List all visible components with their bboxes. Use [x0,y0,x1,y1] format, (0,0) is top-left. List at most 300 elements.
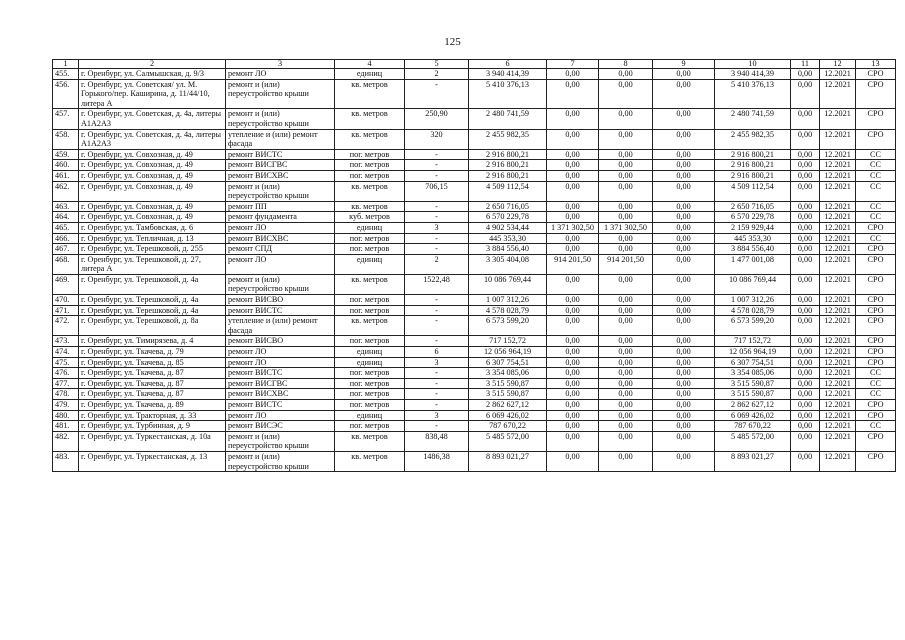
other-cost-cell: 0,00 [791,431,820,451]
regional-cost-cell: 2 650 716,05 [715,201,791,212]
work-type-cell: ремонт ВИСЭС [226,421,335,432]
unit-cell: кв. метров [335,109,405,129]
deadline-cell: 12.2021 [820,378,856,389]
row-number-cell: 469. [53,274,79,294]
unit-cell: пог. метров [335,305,405,316]
budget-cost-cell: 0,00 [653,305,715,316]
row-number-cell: 467. [53,244,79,255]
table-row [53,129,896,149]
table-row [53,378,896,389]
unit-cell: пог. метров [335,389,405,400]
budget-cost-cell: 0,00 [653,336,715,347]
unit-cell: пог. метров [335,295,405,306]
row-number-cell: 460. [53,160,79,171]
other-cost-cell: 0,00 [791,222,820,233]
table-row [53,160,896,171]
owner-cost-cell: 0,00 [599,295,653,306]
table-row [53,244,896,255]
regional-cost-cell: 3 354 085,06 [715,368,791,379]
budget-cost-cell: 0,00 [653,222,715,233]
owner-cost-cell: 0,00 [599,233,653,244]
fund-cost-cell: 0,00 [547,389,599,400]
method-cell: СРО [856,336,896,347]
table-row [53,316,896,336]
regional-cost-cell: 1 477 001,08 [715,254,791,274]
unit-cell: пог. метров [335,160,405,171]
budget-cost-cell: 0,00 [653,410,715,421]
row-number-cell: 455. [53,69,79,80]
volume-cell: - [405,244,469,255]
other-cost-cell: 0,00 [791,274,820,294]
regional-cost-cell: 5 410 376,13 [715,79,791,109]
work-type-cell: ремонт ВИСХВС [226,389,335,400]
deadline-cell: 12.2021 [820,212,856,223]
column-number-row [53,60,896,69]
method-cell: СРО [856,69,896,80]
row-number-cell: 470. [53,295,79,306]
unit-cell: пог. метров [335,368,405,379]
table-row [53,109,896,129]
volume-cell: 320 [405,129,469,149]
column-header: 7 [547,60,599,69]
table-row [53,400,896,411]
work-type-cell: ремонт ЛО [226,357,335,368]
row-number-cell: 471. [53,305,79,316]
fund-cost-cell: 0,00 [547,69,599,80]
budget-cost-cell: 0,00 [653,170,715,181]
volume-cell: - [405,160,469,171]
address-cell: г. Оренбург, ул. Совхозная, д. 49 [79,181,226,201]
total-cost-cell: 2 480 741,59 [469,109,547,129]
table-row [53,254,896,274]
total-cost-cell: 2 916 800,21 [469,170,547,181]
method-cell: СС [856,233,896,244]
column-header: 9 [653,60,715,69]
work-type-cell: ремонт фундамента [226,212,335,223]
volume-cell: 3 [405,410,469,421]
owner-cost-cell: 0,00 [599,378,653,389]
fund-cost-cell: 0,00 [547,129,599,149]
owner-cost-cell: 0,00 [599,451,653,471]
volume-cell: 1522,48 [405,274,469,294]
budget-cost-cell: 0,00 [653,233,715,244]
volume-cell: 1486,38 [405,451,469,471]
column-header: 12 [820,60,856,69]
row-number-cell: 472. [53,316,79,336]
method-cell: СРО [856,222,896,233]
method-cell: СРО [856,410,896,421]
fund-cost-cell: 0,00 [547,212,599,223]
deadline-cell: 12.2021 [820,389,856,400]
other-cost-cell: 0,00 [791,421,820,432]
column-header: 1 [53,60,79,69]
deadline-cell: 12.2021 [820,431,856,451]
owner-cost-cell: 914 201,50 [599,254,653,274]
fund-cost-cell: 914 201,50 [547,254,599,274]
method-cell: СС [856,378,896,389]
owner-cost-cell: 0,00 [599,357,653,368]
regional-cost-cell: 1 007 312,26 [715,295,791,306]
regional-cost-cell: 787 670,22 [715,421,791,432]
volume-cell: 250,90 [405,109,469,129]
deadline-cell: 12.2021 [820,79,856,109]
address-cell: г. Оренбург, ул. Совхозная, д. 49 [79,170,226,181]
other-cost-cell: 0,00 [791,212,820,223]
total-cost-cell: 4 578 028,79 [469,305,547,316]
other-cost-cell: 0,00 [791,181,820,201]
row-number-cell: 456. [53,79,79,109]
unit-cell: единиц [335,357,405,368]
budget-cost-cell: 0,00 [653,400,715,411]
row-number-cell: 465. [53,222,79,233]
unit-cell: пог. метров [335,400,405,411]
work-type-cell: ремонт ЛО [226,69,335,80]
capital-repair-registry-table [52,59,896,472]
total-cost-cell: 5 410 376,13 [469,79,547,109]
other-cost-cell: 0,00 [791,400,820,411]
budget-cost-cell: 0,00 [653,160,715,171]
total-cost-cell: 2 916 800,21 [469,160,547,171]
budget-cost-cell: 0,00 [653,421,715,432]
fund-cost-cell: 0,00 [547,451,599,471]
total-cost-cell: 3 515 590,87 [469,378,547,389]
unit-cell: кв. метров [335,129,405,149]
volume-cell: - [405,170,469,181]
table-row [53,357,896,368]
table-row [53,421,896,432]
regional-cost-cell: 6 307 754,51 [715,357,791,368]
budget-cost-cell: 0,00 [653,109,715,129]
volume-cell: - [405,305,469,316]
unit-cell: пог. метров [335,421,405,432]
deadline-cell: 12.2021 [820,295,856,306]
owner-cost-cell: 0,00 [599,347,653,358]
work-type-cell: ремонт и (или) переустройство крыши [226,79,335,109]
address-cell: г. Оренбург, ул. Ткачева, д. 85 [79,357,226,368]
unit-cell: пог. метров [335,170,405,181]
work-type-cell: ремонт и (или) переустройство крыши [226,451,335,471]
method-cell: СС [856,421,896,432]
method-cell: СС [856,149,896,160]
table-row [53,295,896,306]
owner-cost-cell: 0,00 [599,170,653,181]
budget-cost-cell: 0,00 [653,254,715,274]
regional-cost-cell: 8 893 021,27 [715,451,791,471]
budget-cost-cell: 0,00 [653,316,715,336]
method-cell: СС [856,212,896,223]
method-cell: СРО [856,129,896,149]
table-row [53,201,896,212]
address-cell: г. Оренбург, ул. Терешковой, д. 27, литера А [79,254,226,274]
deadline-cell: 12.2021 [820,357,856,368]
address-cell: г. Оренбург, ул. Совхозная, д. 49 [79,149,226,160]
method-cell: СРО [856,79,896,109]
address-cell: г. Оренбург, ул. Советская/ ул. М. Горького/пер. Каширина, д. 11/44/10, литера А [79,79,226,109]
volume-cell: - [405,79,469,109]
regional-cost-cell: 445 353,30 [715,233,791,244]
other-cost-cell: 0,00 [791,160,820,171]
budget-cost-cell: 0,00 [653,149,715,160]
owner-cost-cell: 0,00 [599,368,653,379]
total-cost-cell: 4 509 112,54 [469,181,547,201]
unit-cell: кв. метров [335,79,405,109]
address-cell: г. Оренбург, ул. Ткачева, д. 87 [79,378,226,389]
unit-cell: единиц [335,254,405,274]
fund-cost-cell: 0,00 [547,274,599,294]
unit-cell: пог. метров [335,244,405,255]
regional-cost-cell: 6 573 599,20 [715,316,791,336]
total-cost-cell: 445 353,30 [469,233,547,244]
row-number-cell: 462. [53,181,79,201]
address-cell: г. Оренбург, ул. Терешковой, д. 4а [79,274,226,294]
budget-cost-cell: 0,00 [653,451,715,471]
unit-cell: пог. метров [335,336,405,347]
work-type-cell: ремонт СПД [226,244,335,255]
owner-cost-cell: 0,00 [599,69,653,80]
total-cost-cell: 3 305 404,08 [469,254,547,274]
row-number-cell: 479. [53,400,79,411]
total-cost-cell: 6 570 229,78 [469,212,547,223]
row-number-cell: 476. [53,368,79,379]
deadline-cell: 12.2021 [820,160,856,171]
unit-cell: кв. метров [335,181,405,201]
row-number-cell: 478. [53,389,79,400]
table-row [53,69,896,80]
other-cost-cell: 0,00 [791,347,820,358]
work-type-cell: ремонт ЛО [226,410,335,421]
volume-cell: - [405,295,469,306]
column-header: 2 [79,60,226,69]
regional-cost-cell: 3 940 414,39 [715,69,791,80]
work-type-cell: ремонт ВИСТС [226,305,335,316]
budget-cost-cell: 0,00 [653,79,715,109]
regional-cost-cell: 2 862 627,12 [715,400,791,411]
other-cost-cell: 0,00 [791,336,820,347]
regional-cost-cell: 2 159 929,44 [715,222,791,233]
regional-cost-cell: 3 515 590,87 [715,378,791,389]
total-cost-cell: 3 884 556,40 [469,244,547,255]
total-cost-cell: 12 056 964,19 [469,347,547,358]
row-number-cell: 475. [53,357,79,368]
regional-cost-cell: 3 884 556,40 [715,244,791,255]
unit-cell: кв. метров [335,431,405,451]
table-row [53,274,896,294]
fund-cost-cell: 0,00 [547,233,599,244]
fund-cost-cell: 0,00 [547,400,599,411]
row-number-cell: 468. [53,254,79,274]
address-cell: г. Оренбург, ул. Ткачева, д. 87 [79,389,226,400]
work-type-cell: ремонт ПП [226,201,335,212]
budget-cost-cell: 0,00 [653,357,715,368]
volume-cell: 6 [405,347,469,358]
address-cell: г. Оренбург, ул. Терешковой, д. 4а [79,305,226,316]
method-cell: СРО [856,295,896,306]
unit-cell: кв. метров [335,451,405,471]
owner-cost-cell: 0,00 [599,410,653,421]
method-cell: СС [856,368,896,379]
row-number-cell: 480. [53,410,79,421]
method-cell: СРО [856,254,896,274]
table-row [53,347,896,358]
total-cost-cell: 6 069 426,02 [469,410,547,421]
total-cost-cell: 6 573 599,20 [469,316,547,336]
total-cost-cell: 6 307 754,51 [469,357,547,368]
owner-cost-cell: 0,00 [599,305,653,316]
work-type-cell: ремонт и (или) переустройство крыши [226,274,335,294]
other-cost-cell: 0,00 [791,389,820,400]
address-cell: г. Оренбург, ул. Советская, д. 4а, литеры А1А2А3 [79,129,226,149]
fund-cost-cell: 0,00 [547,368,599,379]
deadline-cell: 12.2021 [820,347,856,358]
regional-cost-cell: 2 916 800,21 [715,160,791,171]
work-type-cell: ремонт ВИСТС [226,368,335,379]
deadline-cell: 12.2021 [820,222,856,233]
budget-cost-cell: 0,00 [653,368,715,379]
address-cell: г. Оренбург, ул. Тепличная, д. 13 [79,233,226,244]
deadline-cell: 12.2021 [820,274,856,294]
total-cost-cell: 717 152,72 [469,336,547,347]
row-number-cell: 459. [53,149,79,160]
work-type-cell: ремонт ЛО [226,254,335,274]
other-cost-cell: 0,00 [791,316,820,336]
unit-cell: единиц [335,347,405,358]
deadline-cell: 12.2021 [820,149,856,160]
address-cell: г. Оренбург, ул. Совхозная, д. 49 [79,212,226,223]
budget-cost-cell: 0,00 [653,69,715,80]
work-type-cell: утепление и (или) ремонт фасада [226,316,335,336]
regional-cost-cell: 12 056 964,19 [715,347,791,358]
volume-cell: - [405,149,469,160]
fund-cost-cell: 0,00 [547,347,599,358]
owner-cost-cell: 0,00 [599,336,653,347]
other-cost-cell: 0,00 [791,451,820,471]
address-cell: г. Оренбург, ул. Советская, д. 4а, литеры А1А2А3 [79,109,226,129]
volume-cell: - [405,368,469,379]
owner-cost-cell: 0,00 [599,400,653,411]
budget-cost-cell: 0,00 [653,389,715,400]
work-type-cell: ремонт ЛО [226,222,335,233]
owner-cost-cell: 0,00 [599,274,653,294]
work-type-cell: ремонт ВИСТС [226,149,335,160]
regional-cost-cell: 717 152,72 [715,336,791,347]
deadline-cell: 12.2021 [820,254,856,274]
budget-cost-cell: 0,00 [653,129,715,149]
total-cost-cell: 3 354 085,06 [469,368,547,379]
other-cost-cell: 0,00 [791,170,820,181]
total-cost-cell: 4 902 534,44 [469,222,547,233]
budget-cost-cell: 0,00 [653,347,715,358]
row-number-cell: 482. [53,431,79,451]
fund-cost-cell: 1 371 302,50 [547,222,599,233]
method-cell: СРО [856,109,896,129]
address-cell: г. Оренбург, ул. Ткачева, д. 89 [79,400,226,411]
address-cell: г. Оренбург, ул. Терешковой, д. 255 [79,244,226,255]
owner-cost-cell: 0,00 [599,421,653,432]
fund-cost-cell: 0,00 [547,295,599,306]
owner-cost-cell: 0,00 [599,79,653,109]
table-row [53,212,896,223]
volume-cell: - [405,212,469,223]
table-row [53,431,896,451]
other-cost-cell: 0,00 [791,233,820,244]
volume-cell: - [405,400,469,411]
deadline-cell: 12.2021 [820,336,856,347]
budget-cost-cell: 0,00 [653,378,715,389]
owner-cost-cell: 0,00 [599,389,653,400]
budget-cost-cell: 0,00 [653,274,715,294]
row-number-cell: 474. [53,347,79,358]
total-cost-cell: 10 086 769,44 [469,274,547,294]
unit-cell: пог. метров [335,378,405,389]
table-row [53,368,896,379]
volume-cell: 838,48 [405,431,469,451]
deadline-cell: 12.2021 [820,305,856,316]
total-cost-cell: 787 670,22 [469,421,547,432]
volume-cell: 2 [405,69,469,80]
table-row [53,222,896,233]
unit-cell: пог. метров [335,233,405,244]
unit-cell: единиц [335,69,405,80]
total-cost-cell: 2 455 982,35 [469,129,547,149]
method-cell: СС [856,201,896,212]
deadline-cell: 12.2021 [820,109,856,129]
address-cell: г. Оренбург, ул. Терешковой, д. 8а [79,316,226,336]
fund-cost-cell: 0,00 [547,378,599,389]
deadline-cell: 12.2021 [820,181,856,201]
deadline-cell: 12.2021 [820,201,856,212]
budget-cost-cell: 0,00 [653,244,715,255]
address-cell: г. Оренбург, ул. Терешковой, д. 4а [79,295,226,306]
volume-cell: - [405,201,469,212]
regional-cost-cell: 10 086 769,44 [715,274,791,294]
table-row [53,451,896,471]
table-row [53,170,896,181]
row-number-cell: 466. [53,233,79,244]
table-row [53,336,896,347]
table-row [53,389,896,400]
owner-cost-cell: 0,00 [599,160,653,171]
unit-cell: единиц [335,410,405,421]
unit-cell: пог. метров [335,149,405,160]
regional-cost-cell: 2 916 800,21 [715,170,791,181]
budget-cost-cell: 0,00 [653,431,715,451]
address-cell: г. Оренбург, ул. Совхозная, д. 49 [79,160,226,171]
work-type-cell: ремонт и (или) переустройство крыши [226,109,335,129]
method-cell: СРО [856,316,896,336]
table-row [53,181,896,201]
owner-cost-cell: 0,00 [599,201,653,212]
page-number: 125 [444,36,461,48]
other-cost-cell: 0,00 [791,201,820,212]
work-type-cell: утепление и (или) ремонт фасада [226,129,335,149]
owner-cost-cell: 1 371 302,50 [599,222,653,233]
regional-cost-cell: 2 916 800,21 [715,149,791,160]
row-number-cell: 477. [53,378,79,389]
address-cell: г. Оренбург, ул. Турбинная, д. 9 [79,421,226,432]
fund-cost-cell: 0,00 [547,336,599,347]
unit-cell: единиц [335,222,405,233]
budget-cost-cell: 0,00 [653,212,715,223]
regional-cost-cell: 2 480 741,59 [715,109,791,129]
column-header: 4 [335,60,405,69]
total-cost-cell: 2 916 800,21 [469,149,547,160]
other-cost-cell: 0,00 [791,244,820,255]
row-number-cell: 457. [53,109,79,129]
deadline-cell: 12.2021 [820,69,856,80]
unit-cell: куб. метров [335,212,405,223]
address-cell: г. Оренбург, ул. Тамбовская, д. 6 [79,222,226,233]
owner-cost-cell: 0,00 [599,109,653,129]
